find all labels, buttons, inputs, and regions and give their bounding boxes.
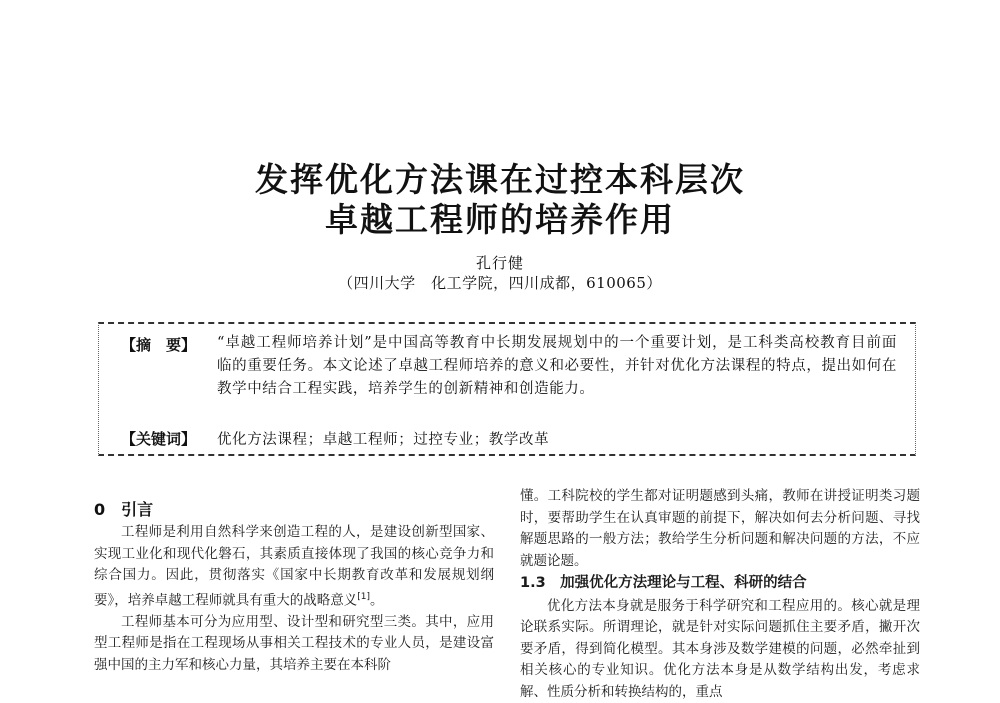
right-column: [520, 486, 920, 703]
abstract-text: “卓越工程师培养计划”是中国高等教育中长期发展规划中的一个重要计划，是工科类高校教育目前面临的重要任务。本文论述了卓越工程师培养的意义和必要性，并针对优化方法课程的特点，提出如何在教学中结合工程实践，培养学生的创新精神和创造能力。: [217, 332, 897, 401]
left-column: [94, 522, 494, 676]
section-1-3-heading: 1.3 加强优化方法理论与工程、科研的结合: [520, 573, 920, 595]
keywords-text: 优化方法课程；卓越工程师；过控专业；教学改革: [217, 428, 897, 449]
left-paragraph-1: [94, 522, 494, 612]
left-paragraph-2: 工程师基本可分为应用型、设计型和研究型三类。其中，应用型工程师是指在工程现场从事相关工程技术的专业人员，是建设富强中国的主力军和核心力量，其培养主要在本科阶: [94, 612, 494, 677]
left-paragraph-1-text: 工程师是利用自然科学来创造工程的人，是建设创新型国家、实现工业化和现代化磐石，其素质直接体现了我国的核心竞争力和综合国力。因此，贯彻落实《国家中长期教育改革和发展规划纲要》，培养卓越工程师就具有重大的战略意义: [94, 524, 494, 608]
paper-title-line-1: 发挥优化方法课在过控本科层次: [0, 160, 1000, 200]
abstract-label: 【摘 要】: [121, 334, 196, 355]
author-name: 孔行健: [0, 252, 1000, 273]
paper-title-line-2: 卓越工程师的培养作用: [0, 200, 1000, 240]
section-0-heading: 0 引言: [94, 497, 153, 520]
left-paragraph-1-end: 。: [370, 592, 384, 608]
right-paragraph-1: 懂。工科院校的学生都对证明题感到头痛，教师在讲授证明类习题时，要帮助学生在认真审题的前提下，解决如何去分析问题、寻找解题思路的一般方法；教给学生分析问题和解决问题的方法，不应就题论题。: [520, 486, 920, 572]
citation-ref: [1]: [357, 592, 370, 602]
abstract-box: [98, 322, 916, 456]
keywords-label: 【关键词】: [121, 428, 196, 449]
author-affiliation: （四川大学 化工学院，四川成都，610065）: [0, 272, 1000, 293]
right-paragraph-2: 优化方法本身就是服务于科学研究和工程应用的。核心就是理论联系实际。所谓理论，就是针对实际问题抓住主要矛盾，撇开次要矛盾，得到简化模型。其本身涉及数学建模的问题，必然牵扯到相关核心的专业知识。优化方法本身是从数学结构出发，考虑求解、性质分析和转换结构的，重点: [520, 596, 920, 703]
